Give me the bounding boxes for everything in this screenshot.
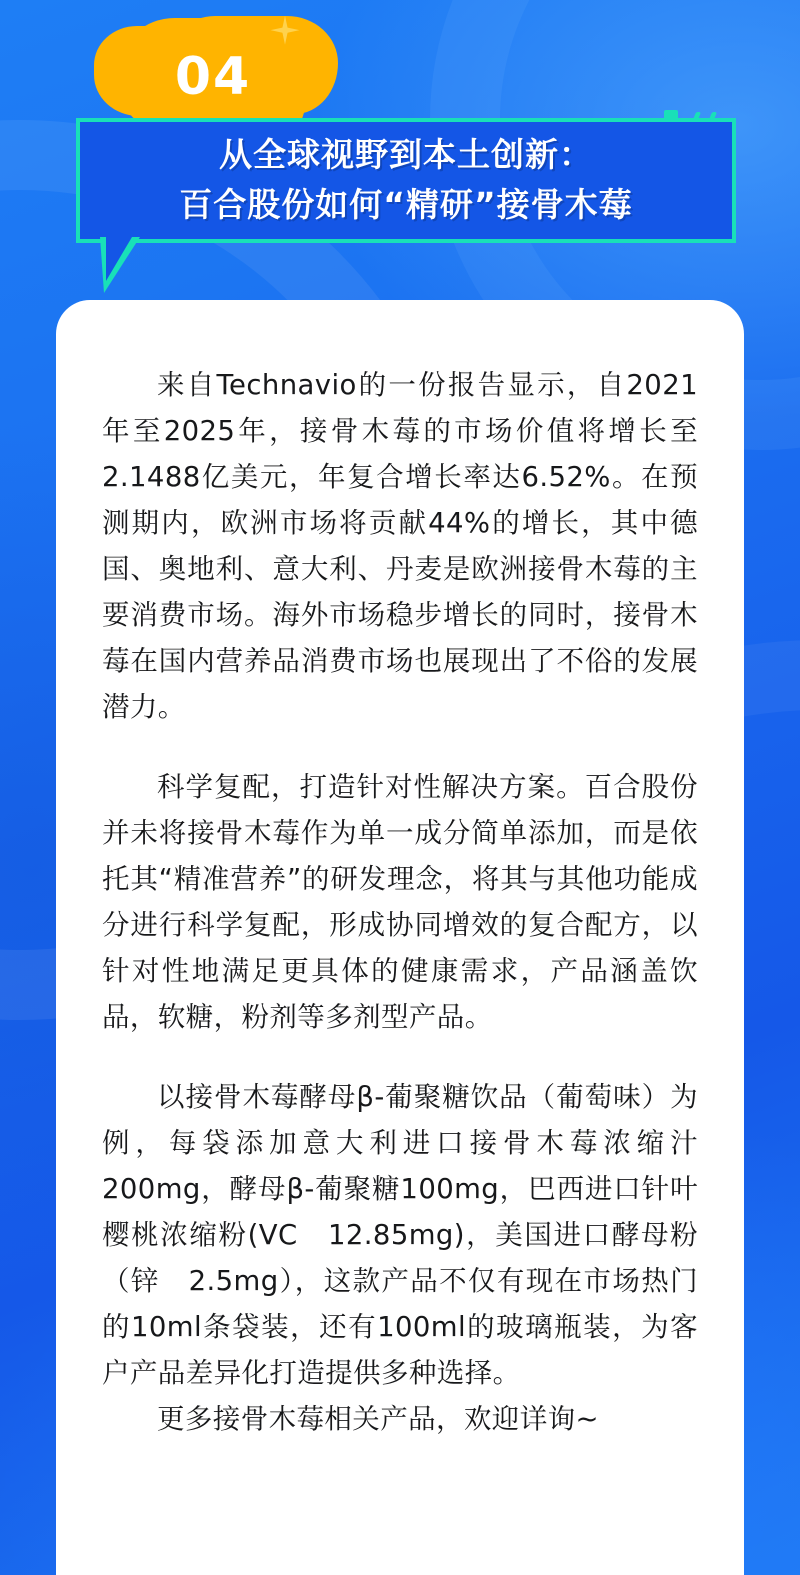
speech-bubble-tail-inner (106, 237, 132, 281)
article-paragraph: 来自Technavio的一份报告显示，自2021年至2025年，接骨木莓的市场价值将增长至2.1488亿美元，年复合增长率达6.52%。在预测期内，欧洲市场将贡献44%的增长，其中德国、奥地利、意大利、丹麦是欧洲接骨木莓的主要消费市场。海外市场稳步增长的同时，接骨木莓在国内营养品消费市场也展现出了不俗的发展潜力。 (102, 369, 698, 723)
section-title-card (76, 118, 736, 243)
section-title-line1: 从全球视野到本土创新： (219, 135, 593, 174)
section-title-line2: 百合股份如何“精研”接骨木莓 (179, 185, 633, 224)
article-paragraph: 科学复配，打造针对性解决方案。百合股份并未将接骨木莓作为单一成分简单添加，而是依托其“精准营养”的研发理念，将其与其他功能成分进行科学复配，形成协同增效的复合配方，以针对性地满足更具体的健康需求，产品涵盖饮品，软糖，粉剂等多剂型产品。 (102, 771, 698, 1033)
article-paragraph: 更多接骨木莓相关产品，欢迎详询~ (157, 1403, 599, 1435)
sparkle-icon (268, 14, 302, 48)
section-title (80, 130, 732, 230)
section-number-label: 04 (174, 47, 252, 107)
article-card (56, 300, 744, 1575)
poster-header (0, 0, 800, 300)
article-paragraph: 以接骨木莓酵母β-葡聚糖饮品（葡萄味）为例，每袋添加意大利进口接骨木莓浓缩汁200mg，酵母β-葡聚糖100mg，巴西进口针叶樱桃浓缩粉(VC 12.85mg)，美国进口酵母粉（锌 2.5mg），这款产品不仅有现在市场热门的10ml条袋装，还有100ml的玻璃瓶装，为客户产品差异化打造提供多种选择。 (102, 1081, 698, 1389)
